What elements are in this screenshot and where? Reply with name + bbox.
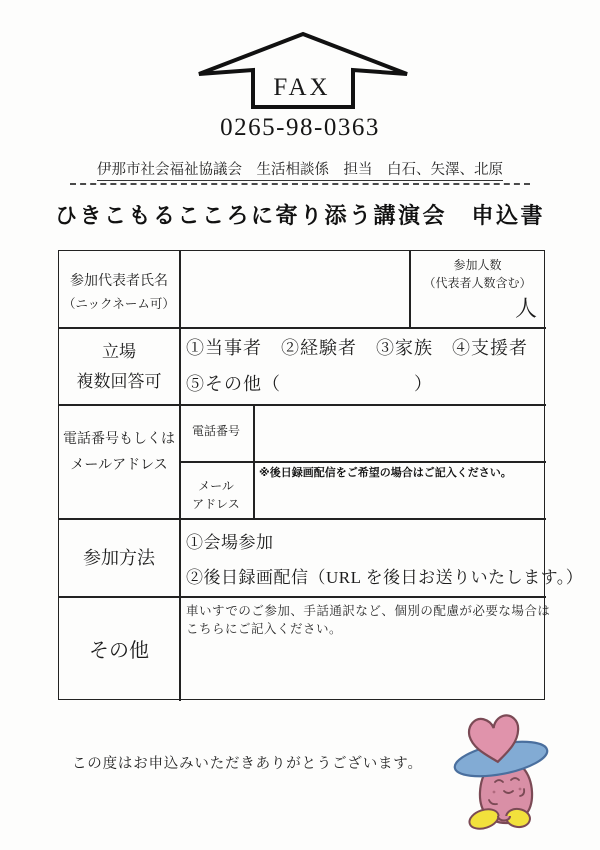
other-note-line1: 車いすでのご参加、手話通訳など、個別の配慮が必要な場合は — [186, 604, 551, 618]
heart-mascot-icon — [448, 712, 560, 836]
phone-number-label: 電話番号 — [191, 424, 240, 438]
participants-count-sublabel: （代表者人数含む） — [423, 276, 532, 290]
other-label: その他 — [89, 640, 149, 662]
mail-address-input-area[interactable] — [255, 479, 544, 516]
table-line — [179, 461, 546, 463]
fax-label: FAX — [273, 74, 331, 101]
representative-name-label: 参加代表者氏名 — [70, 274, 168, 289]
other-note-line2: こちらにご記入ください。 — [186, 622, 343, 636]
thanks-message: この度はお申込みいただきありがとうございます。 — [72, 756, 423, 772]
table-line — [59, 518, 546, 520]
representative-nickname-sublabel: （ニックネーム可） — [63, 297, 175, 311]
position-label: 立場 — [102, 342, 136, 361]
dashed-divider — [70, 183, 530, 185]
method-option2: ②後日録画配信（URL を後日お送りいたします。） — [186, 568, 584, 587]
page-title: ひきこもるこころに寄り添う講演会 申込書 — [54, 203, 545, 228]
position-options-line1: ①当事者 ②経験者 ③家族 ④支援者 — [186, 338, 528, 358]
position-options-line2: ⑤その他（ ） — [186, 374, 433, 394]
participants-unit-label: 人 — [514, 296, 537, 321]
contact-label-line2: メールアドレス — [70, 458, 168, 473]
other-notes-input-area[interactable] — [181, 637, 544, 699]
fax-arrow-icon — [192, 28, 412, 110]
representative-name-input-area[interactable] — [181, 253, 407, 325]
mail-address-label-line2: アドレス — [192, 497, 240, 511]
participants-count-label: 参加人数 — [453, 258, 502, 272]
table-line — [59, 327, 546, 329]
participants-count-input-area[interactable] — [411, 287, 521, 325]
fax-number: 0265-98-0363 — [220, 114, 380, 141]
method-label: 参加方法 — [83, 548, 155, 568]
organization-line: 伊那市社会福祉協議会 生活相談係 担当 白石、矢澤、北原 — [0, 158, 600, 179]
phone-number-input-area[interactable] — [255, 406, 544, 459]
table-line — [59, 596, 546, 598]
mail-address-label-line1: メール — [198, 479, 234, 493]
position-sublabel: 複数回答可 — [76, 372, 162, 391]
application-form-table — [58, 250, 584, 700]
contact-label-line1: 電話番号もしくは — [63, 432, 175, 447]
mail-note: ※後日録画配信をご希望の場合はご記入ください。 — [259, 467, 512, 479]
method-option1: ①会場参加 — [186, 533, 274, 552]
